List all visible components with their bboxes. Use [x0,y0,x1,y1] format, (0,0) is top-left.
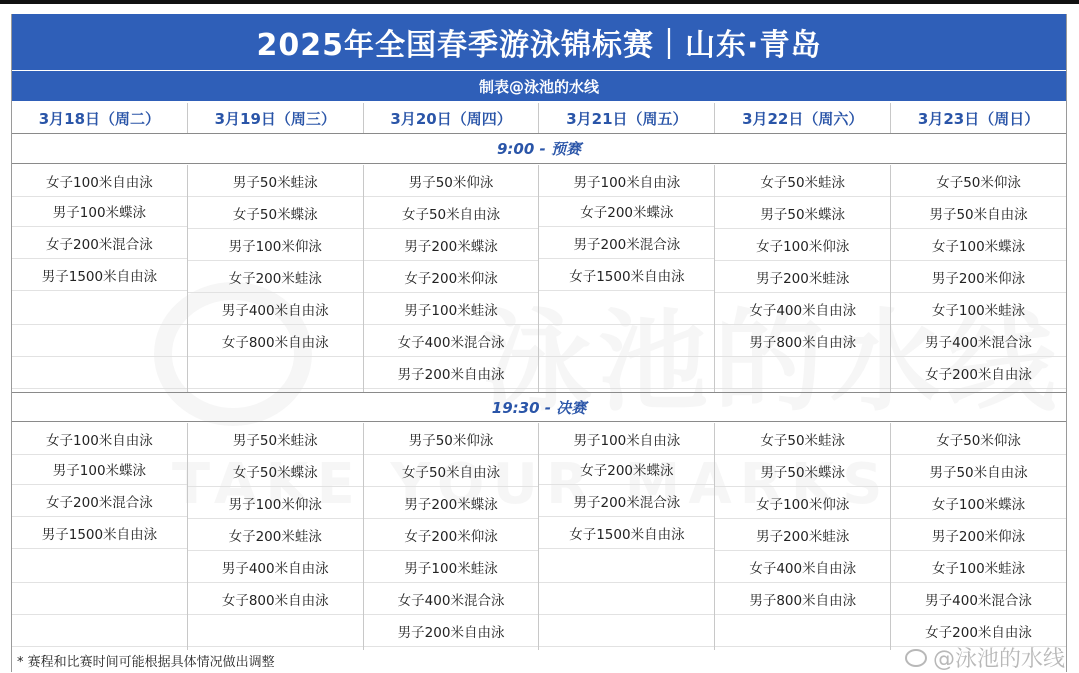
day-column [891,423,1066,650]
event-cell: 男子100米蛙泳 [364,293,539,325]
event-cell: 男子800米自由泳 [715,583,890,615]
empty-cell [539,615,714,647]
empty-cell [12,325,187,357]
finals-grid [12,423,1066,650]
event-cell: 女子100米蛙泳 [891,293,1066,325]
event-cell: 男子1500米自由泳 [12,517,187,549]
event-cell: 男子1500米自由泳 [12,259,187,291]
event-cell: 女子200米蛙泳 [188,261,363,293]
weibo-icon [905,649,927,667]
event-cell: 男子100米自由泳 [539,423,714,455]
event-cell: 女子100米蝶泳 [891,229,1066,261]
event-cell: 男子50米仰泳 [364,165,539,197]
heats-grid [12,165,1066,392]
day-column [188,165,364,392]
event-cell: 女子50米自由泳 [364,197,539,229]
event-cell: 男子50米蝶泳 [715,197,890,229]
event-cell: 女子400米自由泳 [715,293,890,325]
day-column [539,165,715,392]
event-cell: 女子100米自由泳 [12,165,187,197]
empty-cell [539,293,714,325]
event-cell: 男子200米蝶泳 [364,487,539,519]
day-header: 3月20日（周四） [364,103,540,133]
empty-cell [188,615,363,647]
event-cell: 女子400米混合泳 [364,583,539,615]
session-finals-label: 19:30 - 决赛 [12,392,1066,422]
event-cell: 男子100米蛙泳 [364,551,539,583]
session-heats-label: 9:00 - 预赛 [12,134,1066,164]
day-header: 3月23日（周日） [917,109,1040,128]
event-cell: 女子400米混合泳 [364,325,539,357]
event-cell: 男子400米混合泳 [891,583,1066,615]
empty-cell [12,357,187,389]
event-cell: 男子50米自由泳 [891,197,1066,229]
empty-cell [12,293,187,325]
event-cell: 女子200米混合泳 [12,227,187,259]
event-cell: 女子50米自由泳 [364,455,539,487]
event-cell: 男子800米自由泳 [715,325,890,357]
day-header: 3月21日（周五） [539,103,715,133]
event-cell: 男子100米蝶泳 [12,453,187,485]
event-cell: 男子400米自由泳 [188,551,363,583]
event-cell: 男子200米仰泳 [891,261,1066,293]
empty-cell [539,325,714,357]
event-cell: 女子200米蝶泳 [539,195,714,227]
page-title: 2025年全国春季游泳锦标赛｜山东·青岛 [12,14,1066,70]
event-cell: 女子200米混合泳 [12,485,187,517]
event-cell: 女子200米蝶泳 [539,453,714,485]
empty-cell [539,551,714,583]
day-column [12,423,188,650]
event-cell: 女子50米蛙泳 [715,165,890,197]
event-cell: 男子200米仰泳 [891,519,1066,551]
event-cell: 女子200米蛙泳 [188,519,363,551]
empty-cell [539,357,714,389]
event-cell: 女子50米蝶泳 [188,197,363,229]
event-cell: 女子200米仰泳 [364,261,539,293]
event-cell: 男子200米自由泳 [364,357,539,389]
event-cell: 女子800米自由泳 [188,583,363,615]
footnote: * 赛程和比赛时间可能根据具体情况做出调整 [17,655,275,670]
event-cell: 女子100米蝶泳 [891,487,1066,519]
event-cell: 男子100米仰泳 [188,487,363,519]
event-cell: 女子50米仰泳 [891,165,1066,197]
day-header-row [12,103,1066,134]
day-header: 3月22日（周六） [715,103,891,133]
top-strip [0,0,1079,4]
event-cell: 男子400米自由泳 [188,293,363,325]
day-header: 3月19日（周三） [188,103,364,133]
event-cell: 男子200米蛙泳 [715,261,890,293]
event-cell: 女子1500米自由泳 [539,517,714,549]
event-cell: 女子100米仰泳 [715,229,890,261]
event-cell: 男子50米蛙泳 [188,165,363,197]
day-column [891,165,1066,392]
event-cell: 女子200米自由泳 [891,615,1066,647]
day-column [364,165,540,392]
empty-cell [715,615,890,647]
empty-cell [12,615,187,647]
empty-cell [12,583,187,615]
event-cell: 女子200米自由泳 [891,357,1066,389]
event-cell: 男子400米混合泳 [891,325,1066,357]
event-cell: 女子100米自由泳 [12,423,187,455]
weibo-handle: @泳池的水线 [932,647,1065,672]
weibo-watermark [905,642,1065,673]
day-column [539,423,715,650]
empty-cell [12,551,187,583]
day-column [188,423,364,650]
event-cell: 女子1500米自由泳 [539,259,714,291]
schedule-sheet [11,14,1067,672]
page-subtitle: 制表@泳池的水线 [12,71,1066,101]
event-cell: 女子50米仰泳 [891,423,1066,455]
event-cell: 男子200米蛙泳 [715,519,890,551]
event-cell: 男子50米蛙泳 [188,423,363,455]
day-column [12,165,188,392]
event-cell: 男子200米混合泳 [539,227,714,259]
event-cell: 女子50米蝶泳 [188,455,363,487]
day-column [715,423,891,650]
event-cell: 男子100米自由泳 [539,165,714,197]
event-cell: 男子50米仰泳 [364,423,539,455]
event-cell: 男子100米蝶泳 [12,195,187,227]
event-cell: 女子400米自由泳 [715,551,890,583]
day-column [715,165,891,392]
day-column [364,423,540,650]
event-cell: 女子800米自由泳 [188,325,363,357]
event-cell: 女子100米仰泳 [715,487,890,519]
event-cell: 男子50米自由泳 [891,455,1066,487]
event-cell: 男子50米蝶泳 [715,455,890,487]
empty-cell [539,583,714,615]
event-cell: 女子200米仰泳 [364,519,539,551]
day-header: 3月18日（周二） [12,103,188,133]
event-cell: 女子50米蛙泳 [715,423,890,455]
event-cell: 男子200米自由泳 [364,615,539,647]
empty-cell [715,357,890,389]
event-cell: 男子200米蝶泳 [364,229,539,261]
event-cell: 女子100米蛙泳 [891,551,1066,583]
empty-cell [188,357,363,389]
event-cell: 男子200米混合泳 [539,485,714,517]
event-cell: 男子100米仰泳 [188,229,363,261]
